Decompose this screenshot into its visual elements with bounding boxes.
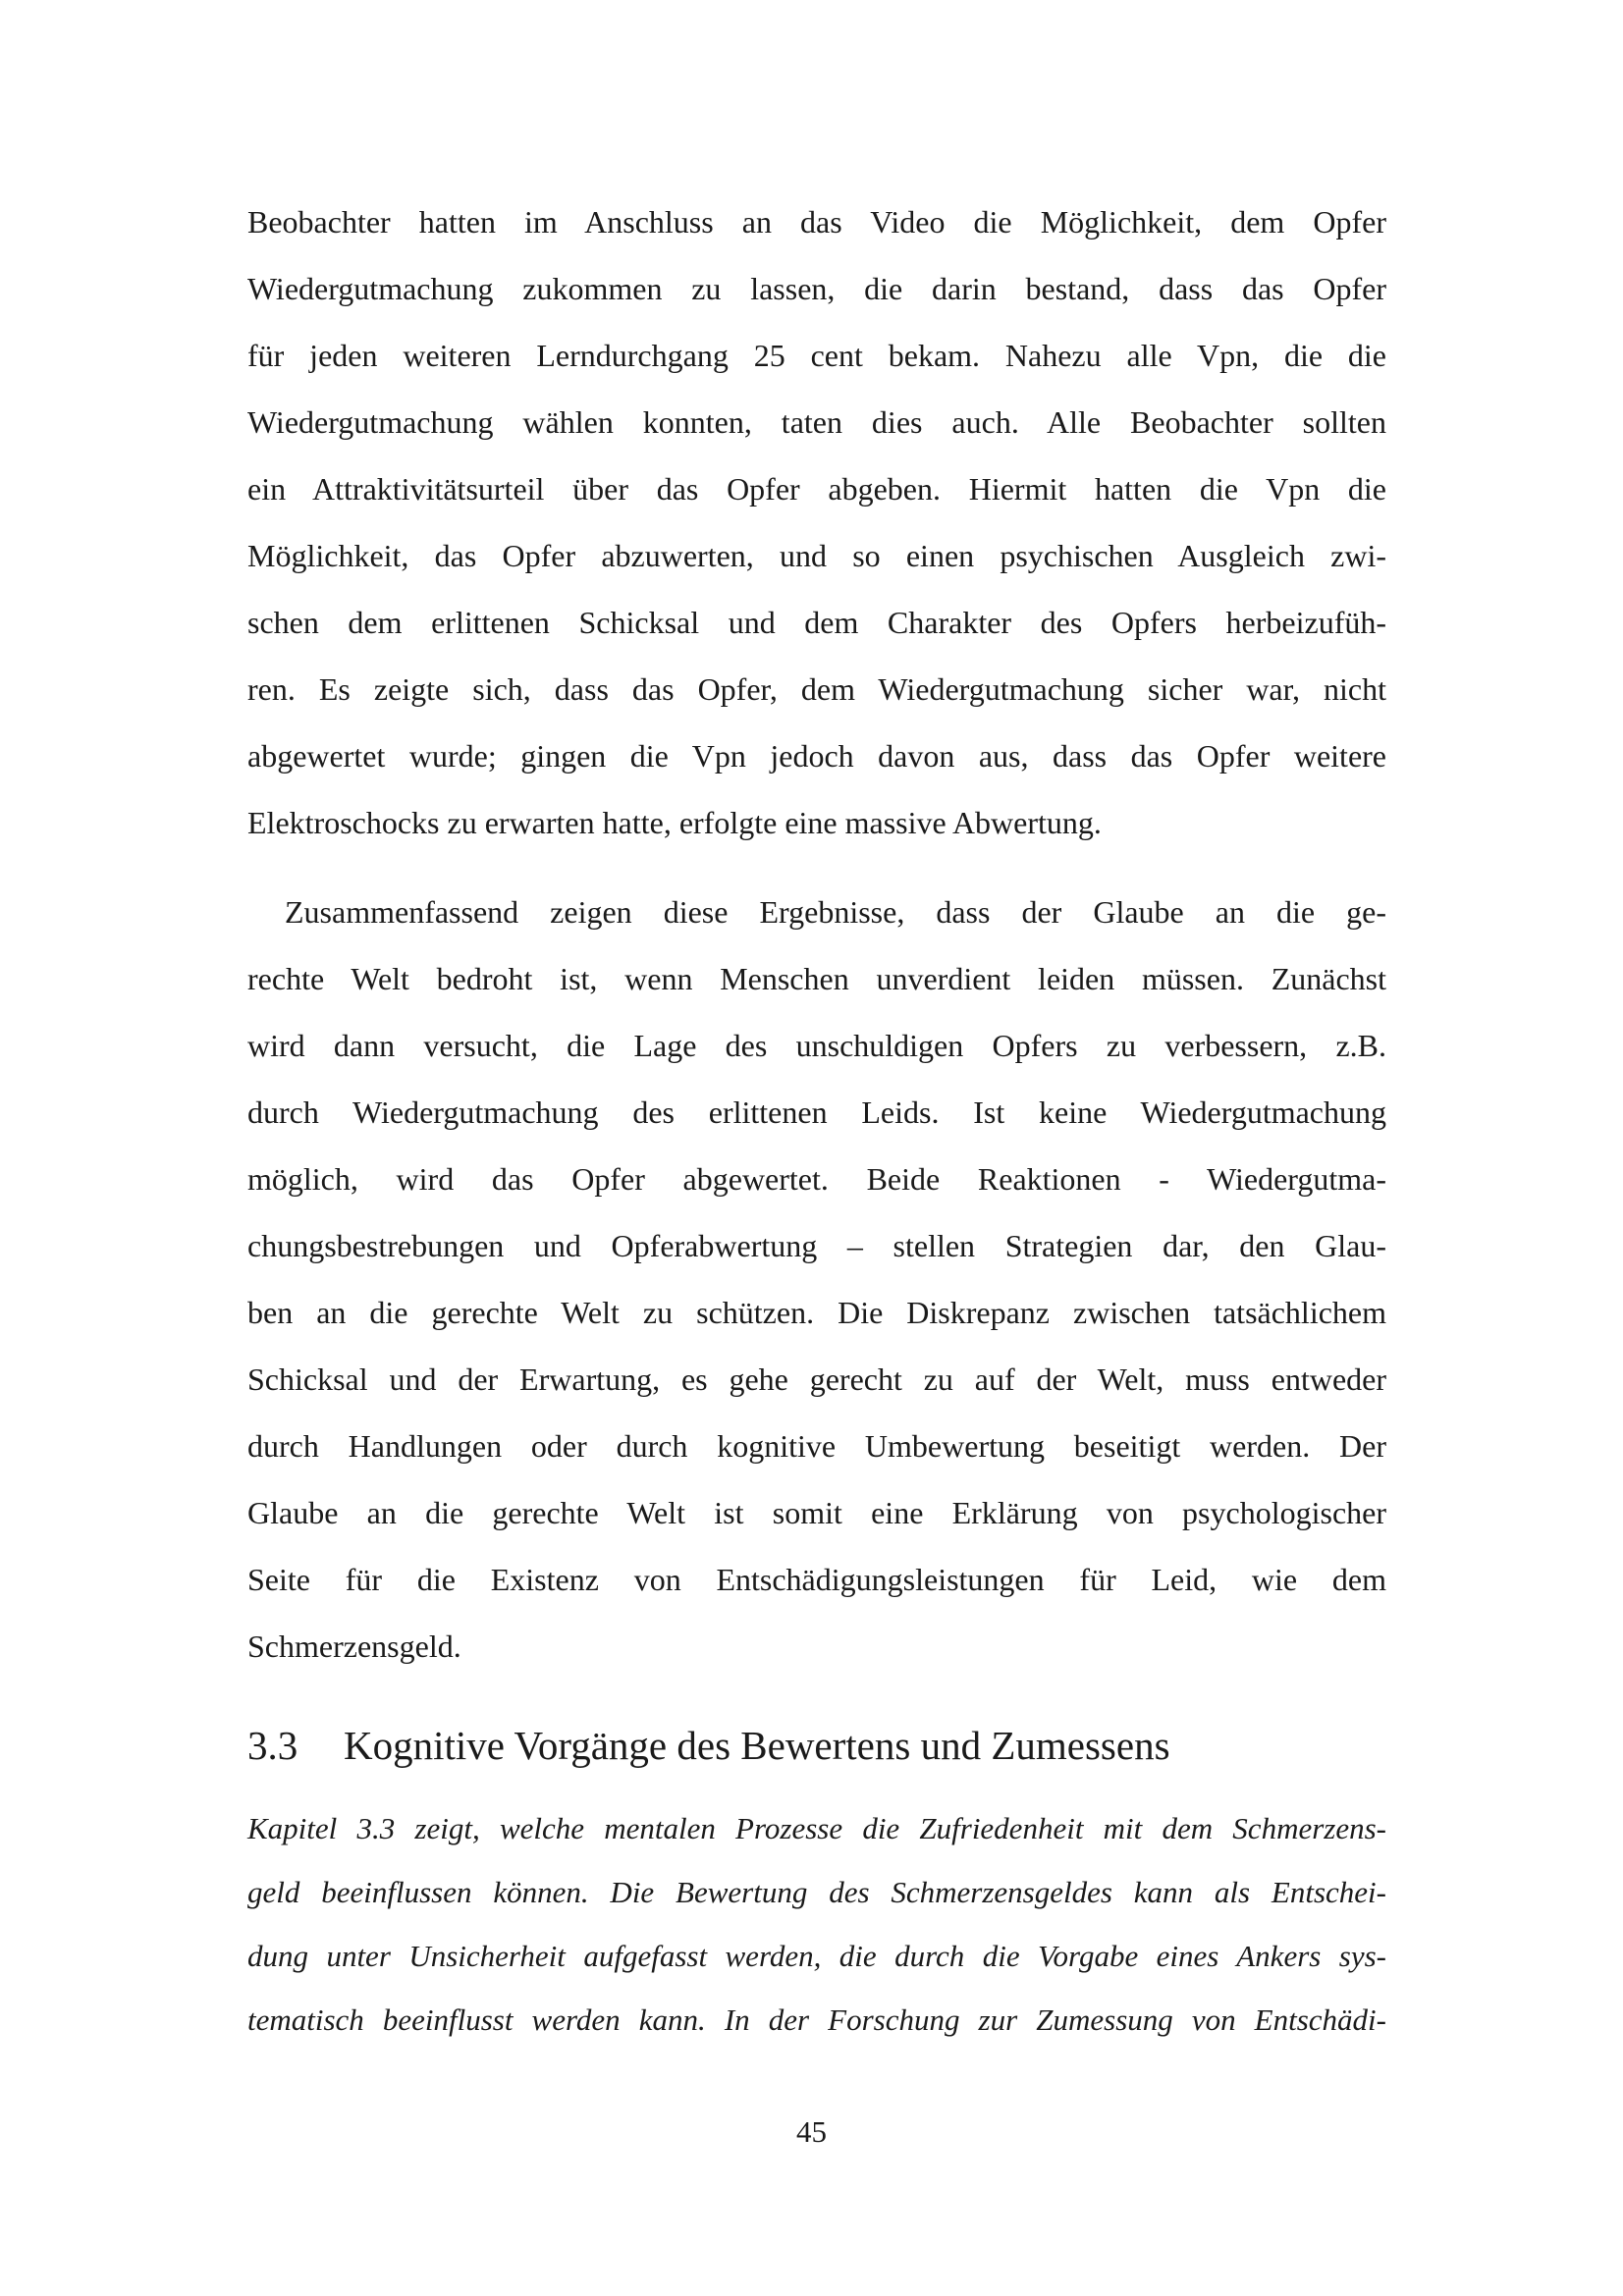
section-heading [247, 1722, 1386, 1769]
paragraph-line: für jeden weiteren Lerndurchgang 25 cent bekam. Nahezu alle Vpn, die die [247, 338, 1386, 373]
paragraph-line: wird dann versucht, die Lage des unschuldigen Opfers zu verbessern, z.B. [247, 1028, 1386, 1063]
paragraph-line: Schmerzensgeld. [247, 1629, 461, 1664]
paragraph-line: ein Attraktivitätsurteil über das Opfer abgeben. Hiermit hatten die Vpn die [247, 471, 1386, 507]
paragraph-line: Wiedergutmachung wählen konnten, taten dies auch. Alle Beobachter sollten [247, 404, 1386, 440]
summary-line: dung unter Unsicherheit aufgefasst werden, die durch die Vorgabe eines Ankers sys- [247, 1939, 1386, 1973]
paragraph-line: Wiedergutmachung zukommen zu lassen, die darin bestand, dass das Opfer [247, 271, 1386, 306]
paragraph-line: schen dem erlittenen Schicksal und dem Charakter des Opfers herbeizufüh- [247, 605, 1386, 640]
paragraph-line: Schicksal und der Erwartung, es gehe gerecht zu auf der Welt, muss entweder [247, 1362, 1386, 1397]
section-number: 3.3 [247, 1723, 298, 1768]
paragraph-line: durch Wiedergutmachung des erlittenen Leids. Ist keine Wiedergutmachung [247, 1095, 1386, 1130]
paragraph-line: Möglichkeit, das Opfer abzuwerten, und so einen psychischen Ausgleich zwi- [247, 538, 1386, 573]
summary-line: tematisch beeinflusst werden kann. In der Forschung zur Zumessung von Entschädi- [247, 2002, 1386, 2037]
paragraph-line: Elektroschocks zu erwarten hatte, erfolgte eine massive Abwertung. [247, 805, 1102, 840]
summary-line: Kapitel 3.3 zeigt, welche mentalen Prozesse die Zufriedenheit mit dem Schmerzens- [247, 1811, 1386, 1845]
page-number: 45 [796, 2114, 827, 2149]
paragraph-line: rechte Welt bedroht ist, wenn Menschen unverdient leiden müssen. Zunächst [247, 961, 1386, 996]
paragraph-line: Beobachter hatten im Anschluss an das Video die Möglichkeit, dem Opfer [247, 204, 1386, 240]
paragraph-line: ren. Es zeigte sich, dass das Opfer, dem Wiedergutmachung sicher war, nicht [247, 671, 1386, 707]
summary-line: geld beeinflussen können. Die Bewertung des Schmerzensgeldes kann als Entschei- [247, 1875, 1386, 1909]
paragraph-line: durch Handlungen oder durch kognitive Umbewertung beseitigt werden. Der [247, 1428, 1386, 1464]
paragraph-line: Seite für die Existenz von Entschädigungsleistungen für Leid, wie dem [247, 1562, 1386, 1597]
paragraph-line: chungsbestrebungen und Opferabwertung – stellen Strategien dar, den Glau- [247, 1228, 1386, 1263]
paragraph-line: ben an die gerechte Welt zu schützen. Die Diskrepanz zwischen tatsächlichem [247, 1295, 1386, 1330]
paragraph-line: Zusammenfassend zeigen diese Ergebnisse, dass der Glaube an die ge- [285, 894, 1386, 930]
paragraph-line: möglich, wird das Opfer abgewertet. Beide Reaktionen - Wiedergutma- [247, 1161, 1386, 1197]
paragraph-line: abgewertet wurde; gingen die Vpn jedoch davon aus, dass das Opfer weitere [247, 738, 1386, 774]
section-title: Kognitive Vorgänge des Bewertens und Zumessens [344, 1723, 1170, 1768]
paragraph-line: Glaube an die gerechte Welt ist somit eine Erklärung von psychologischer [247, 1495, 1386, 1530]
